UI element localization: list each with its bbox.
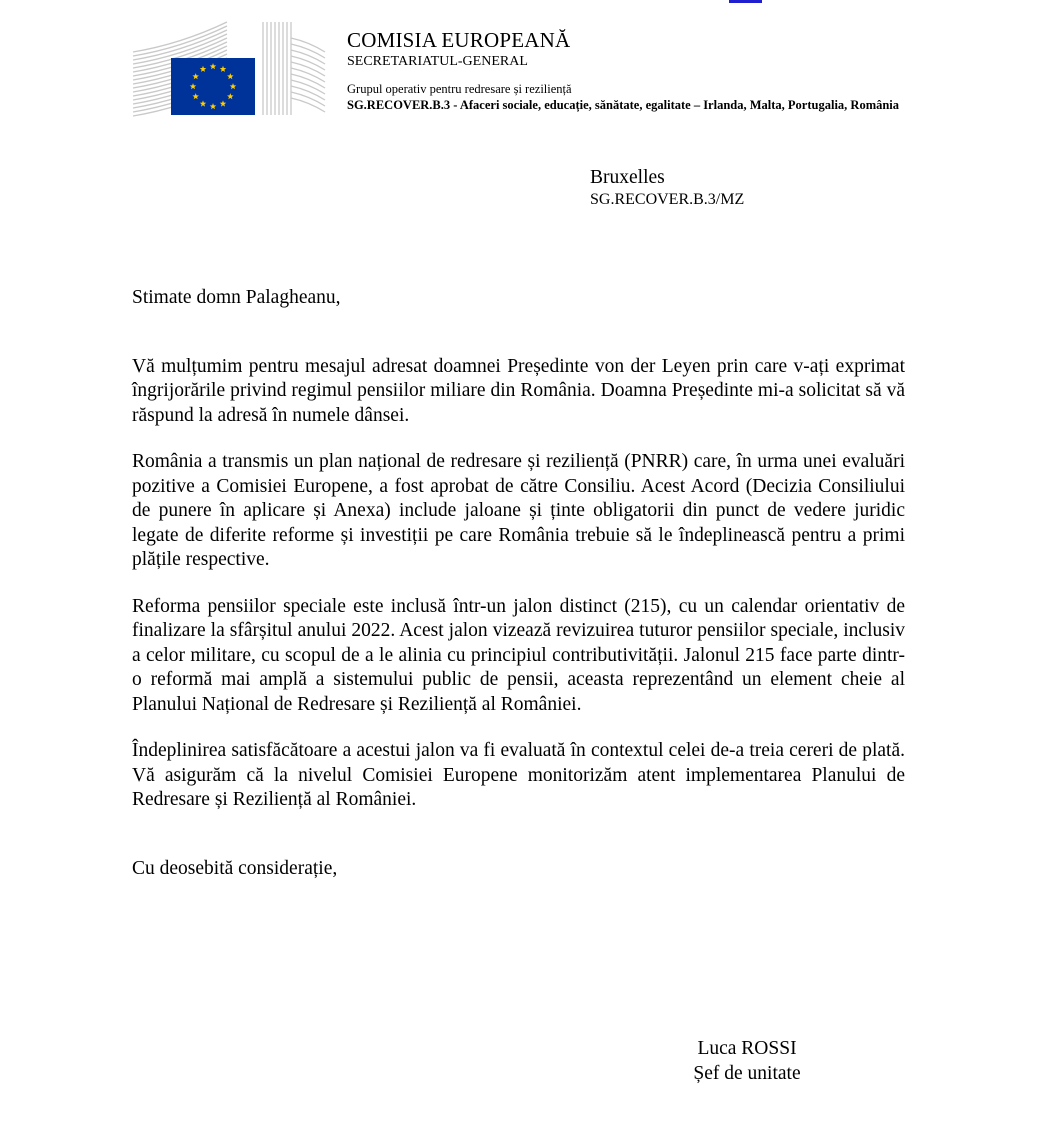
organisation-subtitle: SECRETARIATUL-GENERAL (347, 54, 528, 69)
signatory-title: Șef de unitate (693, 1063, 801, 1084)
signature-block (686, 1036, 808, 1086)
closing: Cu deosebită considerație, (132, 857, 338, 879)
paragraph: România a transmis un plan național de redresare și reziliență (PNRR) care, în urma unei evaluări pozitive a Comisiei Europene, a fost aprobat de către Consiliu. Acest Acord (Decizia Consiliului de punere în aplicare și Anexa) include jaloane și ținte obligatorii din punct de vedere juridic legate de diferite reforme și investiții pe care România trebuie să le îndeplinească pentru a primi plățile respective. (132, 451, 905, 570)
task-force-name: Grupul operativ pentru redresare și reziliență (347, 82, 572, 96)
signatory-name: Luca ROSSI (697, 1038, 797, 1059)
paragraph: Vă mulțumim pentru mesajul adresat doamnei Președinte von der Leyen prin care v-ați exprimat îngrijorările privind regimul pensiilor miliare din România. Doamna Președinte mi-a solicitat să vă răspund la adresă în numele dânsei. (132, 355, 905, 426)
paragraph: Reforma pensiilor speciale este inclusă într-un jalon distinct (215), cu un calendar orientativ de finalizare la sfârșitul anului 2022. Acest jalon vizează revizuirea tuturor pensiilor speciale, inclusiv a celor militare, cu scopul de a le alinia cu principiul contributivității. Jalonul 215 face parte dintr-o reformă mai amplă a sistemului public de pensii, aceasta reprezentând un element cheie al Planului Național de Redresare și Reziliență al României. (132, 595, 905, 715)
top-edge-mark (729, 0, 762, 3)
letter-body (132, 286, 905, 881)
unit-name: SG.RECOVER.B.3 - Afaceri sociale, educație, sănătate, egalitate – Irlanda, Malta, Portugalia, România (347, 98, 900, 112)
eu-flag-icon (131, 18, 327, 118)
organisation-name: COMISIA EUROPEANĂ (347, 28, 571, 52)
city: Bruxelles (590, 167, 665, 188)
letterhead (347, 28, 947, 113)
reference-number: SG.RECOVER.B.3/MZ (590, 191, 745, 208)
salutation: Stimate domn Palagheanu, (132, 287, 341, 308)
place-and-reference (590, 166, 744, 210)
paragraph: Îndeplinirea satisfăcătoare a acestui jalon va fi evaluată în contextul celei de-a treia cereri de plată. Vă asigurăm că la nivelul Comisiei Europene monitorizăm atent implementarea Planului de Redresare și Reziliență al României. (132, 740, 905, 810)
